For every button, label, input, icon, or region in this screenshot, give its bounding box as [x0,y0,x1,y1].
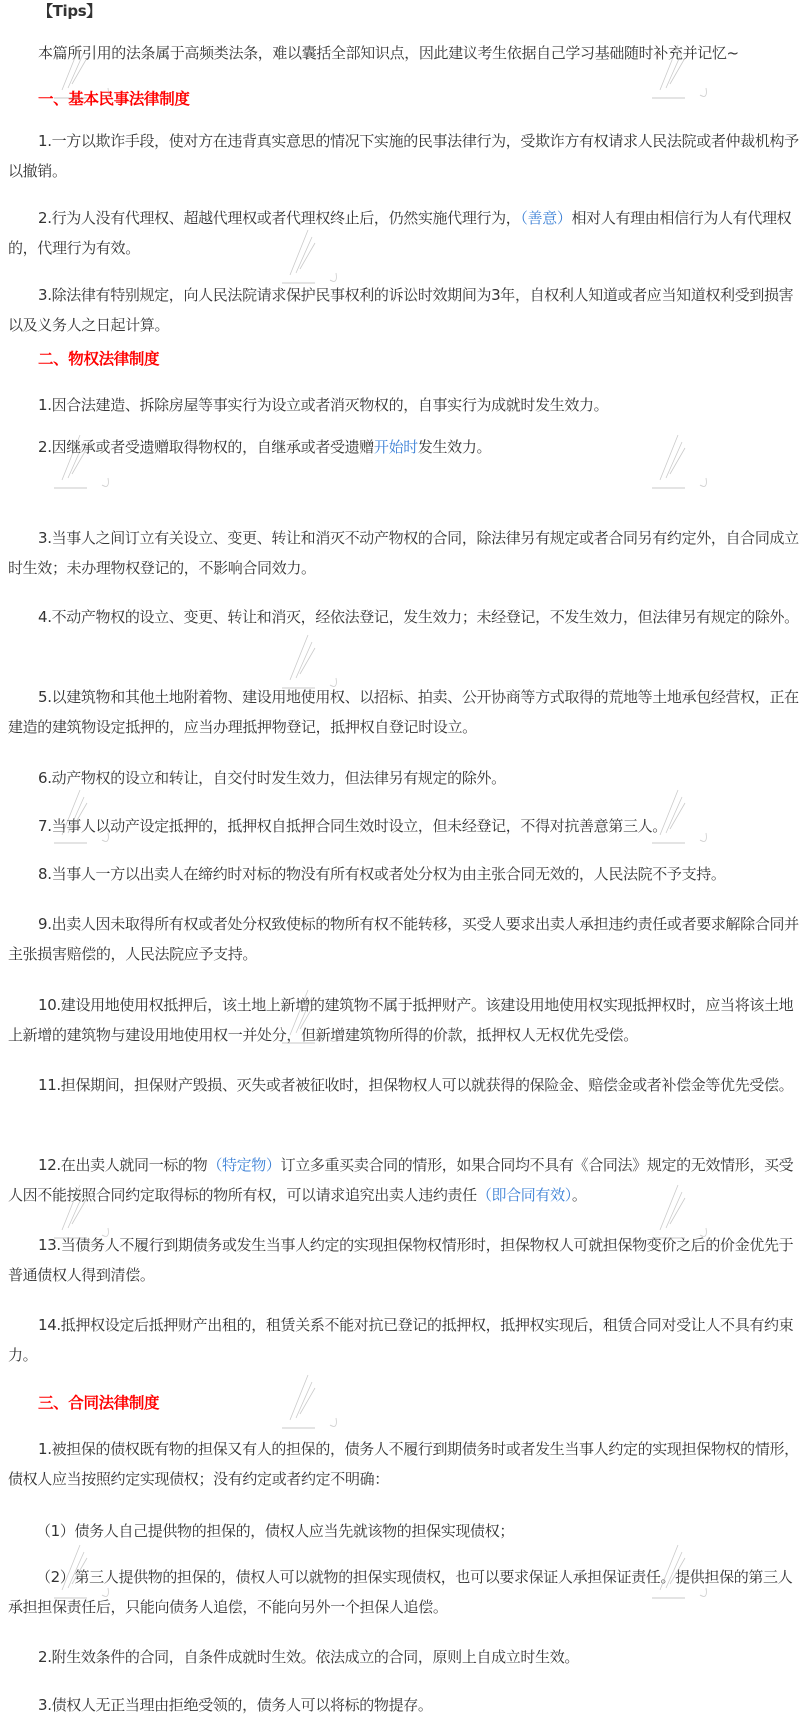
highlight-start-time: 开始时 [373,438,418,456]
section-heading-contract: 三、合同法律制度 [38,1394,160,1412]
intro-paragraph: 本篇所引用的法条属于高频类法条，难以囊括全部知识点，因此建议考生依据自己学习基础随时补充并记忆~ [38,44,739,62]
property-item-2-text: 2.因继承或者受遗赠取得物权的，自继承或者受遗赠 [38,438,374,456]
civil-item-2-text-end: 相对人有理由相信行为人有代理权的，代理行为有效。 [8,209,792,257]
contract-item-3: 3.债权人无正当理由拒绝受领的，债务人可以将标的物提存。 [38,1696,433,1714]
property-item-8: 8.当事人一方以出卖人在缔约时对标的物没有所有权或者处分权为由主张合同无效的，人民法院不予支持。 [38,865,726,883]
property-item-6: 6.动产物权的设立和转让，自交付时发生效力，但法律另有规定的除外。 [38,769,506,787]
tips-label: 【Tips】 [38,2,101,20]
property-item-14: 14.抵押权设定后抵押财产出租的，租赁关系不能对抗已登记的抵押权，抵押权实现后，租赁合同对受让人不具有约束力。 [8,1316,794,1364]
watermark-pen-stroke-icon [260,1370,350,1440]
property-item-10: 10.建设用地使用权抵押后，该土地上新增的建筑物不属于抵押财产。该建设用地使用权实现抵押权时，应当将该土地上新增的建筑物与建设用地使用权一并处分，但新增建筑物所得的价款，抵押权人无权优先受偿。 [8,996,794,1044]
contract-item-1-sub-1: （1）债务人自己提供物的担保的，债权人应当先就该物的担保实现债权； [36,1522,514,1540]
contract-item-2: 2.附生效条件的合同，自条件成就时生效。依法成立的合同，原则上自成立时生效。 [38,1648,580,1666]
contract-item-1: 1.被担保的债权既有物的担保又有人的担保的，债务人不履行到期债务时或者发生当事人约定的实现担保物权的情形，债权人应当按照约定实现债权；没有约定或者约定不明确： [8,1440,799,1488]
property-item-1: 1.因合法建造、拆除房屋等事实行为设立或者消灭物权的，自事实行为成就时发生效力。 [38,396,609,414]
property-item-12-text-end: 。 [571,1186,587,1204]
civil-item-1: 1.一方以欺诈手段，使对方在违背真实意思的情况下实施的民事法律行为，受欺诈方有权请求人民法院或者仲裁机构予以撤销。 [8,132,799,180]
property-item-4: 4.不动产物权的设立、变更、转让和消灭，经依法登记，发生效力；未经登记，不发生效力，但法律另有规定的除外。 [38,608,799,626]
property-item-3: 3.当事人之间订立有关设立、变更、转让和消灭不动产物权的合同，除法律另有规定或者合同另有约定外，自合同成立时生效；未办理物权登记的，不影响合同效力。 [8,529,799,577]
section-heading-civil: 一、基本民事法律制度 [38,90,190,108]
property-item-12-text: 12.在出卖人就同一标的物 [38,1156,208,1174]
property-item-13: 13.当债务人不履行到期债务或发生当事人约定的实现担保物权情形时，担保物权人可就担保物变价之后的价金优先于普通债权人得到清偿。 [8,1236,794,1284]
property-item-2 [8,432,803,462]
property-item-7: 7.当事人以动产设定抵押的，抵押权自抵押合同生效时设立，但未经登记，不得对抗善意第三人。 [38,817,667,835]
section-heading-property: 二、物权法律制度 [38,350,160,368]
property-item-12-text-mid: 订立多重买卖合同的情形，如果合同均不具有《合同法》规定的无效情形，买受人因不能按照合同约定取得标的物所有权，可以请求追究出卖人违约责任 [8,1156,794,1204]
property-item-11: 11.担保期间，担保财产毁损、灭失或者被征收时，担保物权人可以就获得的保险金、赔偿金或者补偿金等优先受偿。 [38,1076,794,1094]
highlight-specific-object: （特定物） [207,1156,281,1174]
highlight-good-faith: （善意） [520,209,572,227]
civil-item-2 [8,203,803,263]
civil-item-2-text: 2.行为人没有代理权、超越代理权或者代理权终止后，仍然实施代理行为， [38,209,521,227]
property-item-2-text-end: 发生效力。 [417,438,492,456]
property-item-12 [8,1150,803,1210]
highlight-contract-valid: （即合同有效） [476,1186,572,1204]
civil-item-3: 3.除法律有特别规定，向人民法院请求保护民事权利的诉讼时效期间为3年，自权利人知道或者应当知道权利受到损害以及义务人之日起计算。 [8,286,794,334]
contract-item-1-sub-2: （2）第三人提供物的担保的，债权人可以就物的担保实现债权，也可以要求保证人承担保证责任。提供担保的第三人承担担保责任后，只能向债务人追偿，不能向另外一个担保人追偿。 [8,1568,793,1616]
property-item-5: 5.以建筑物和其他土地附着物、建设用地使用权、以招标、拍卖、公开协商等方式取得的荒地等土地承包经营权，正在建造的建筑物设定抵押的，应当办理抵押物登记，抵押权自登记时设立。 [8,688,799,736]
property-item-9: 9.出卖人因未取得所有权或者处分权致使标的物所有权不能转移，买受人要求出卖人承担违约责任或者要求解除合同并主张损害赔偿的，人民法院应予支持。 [8,915,799,963]
